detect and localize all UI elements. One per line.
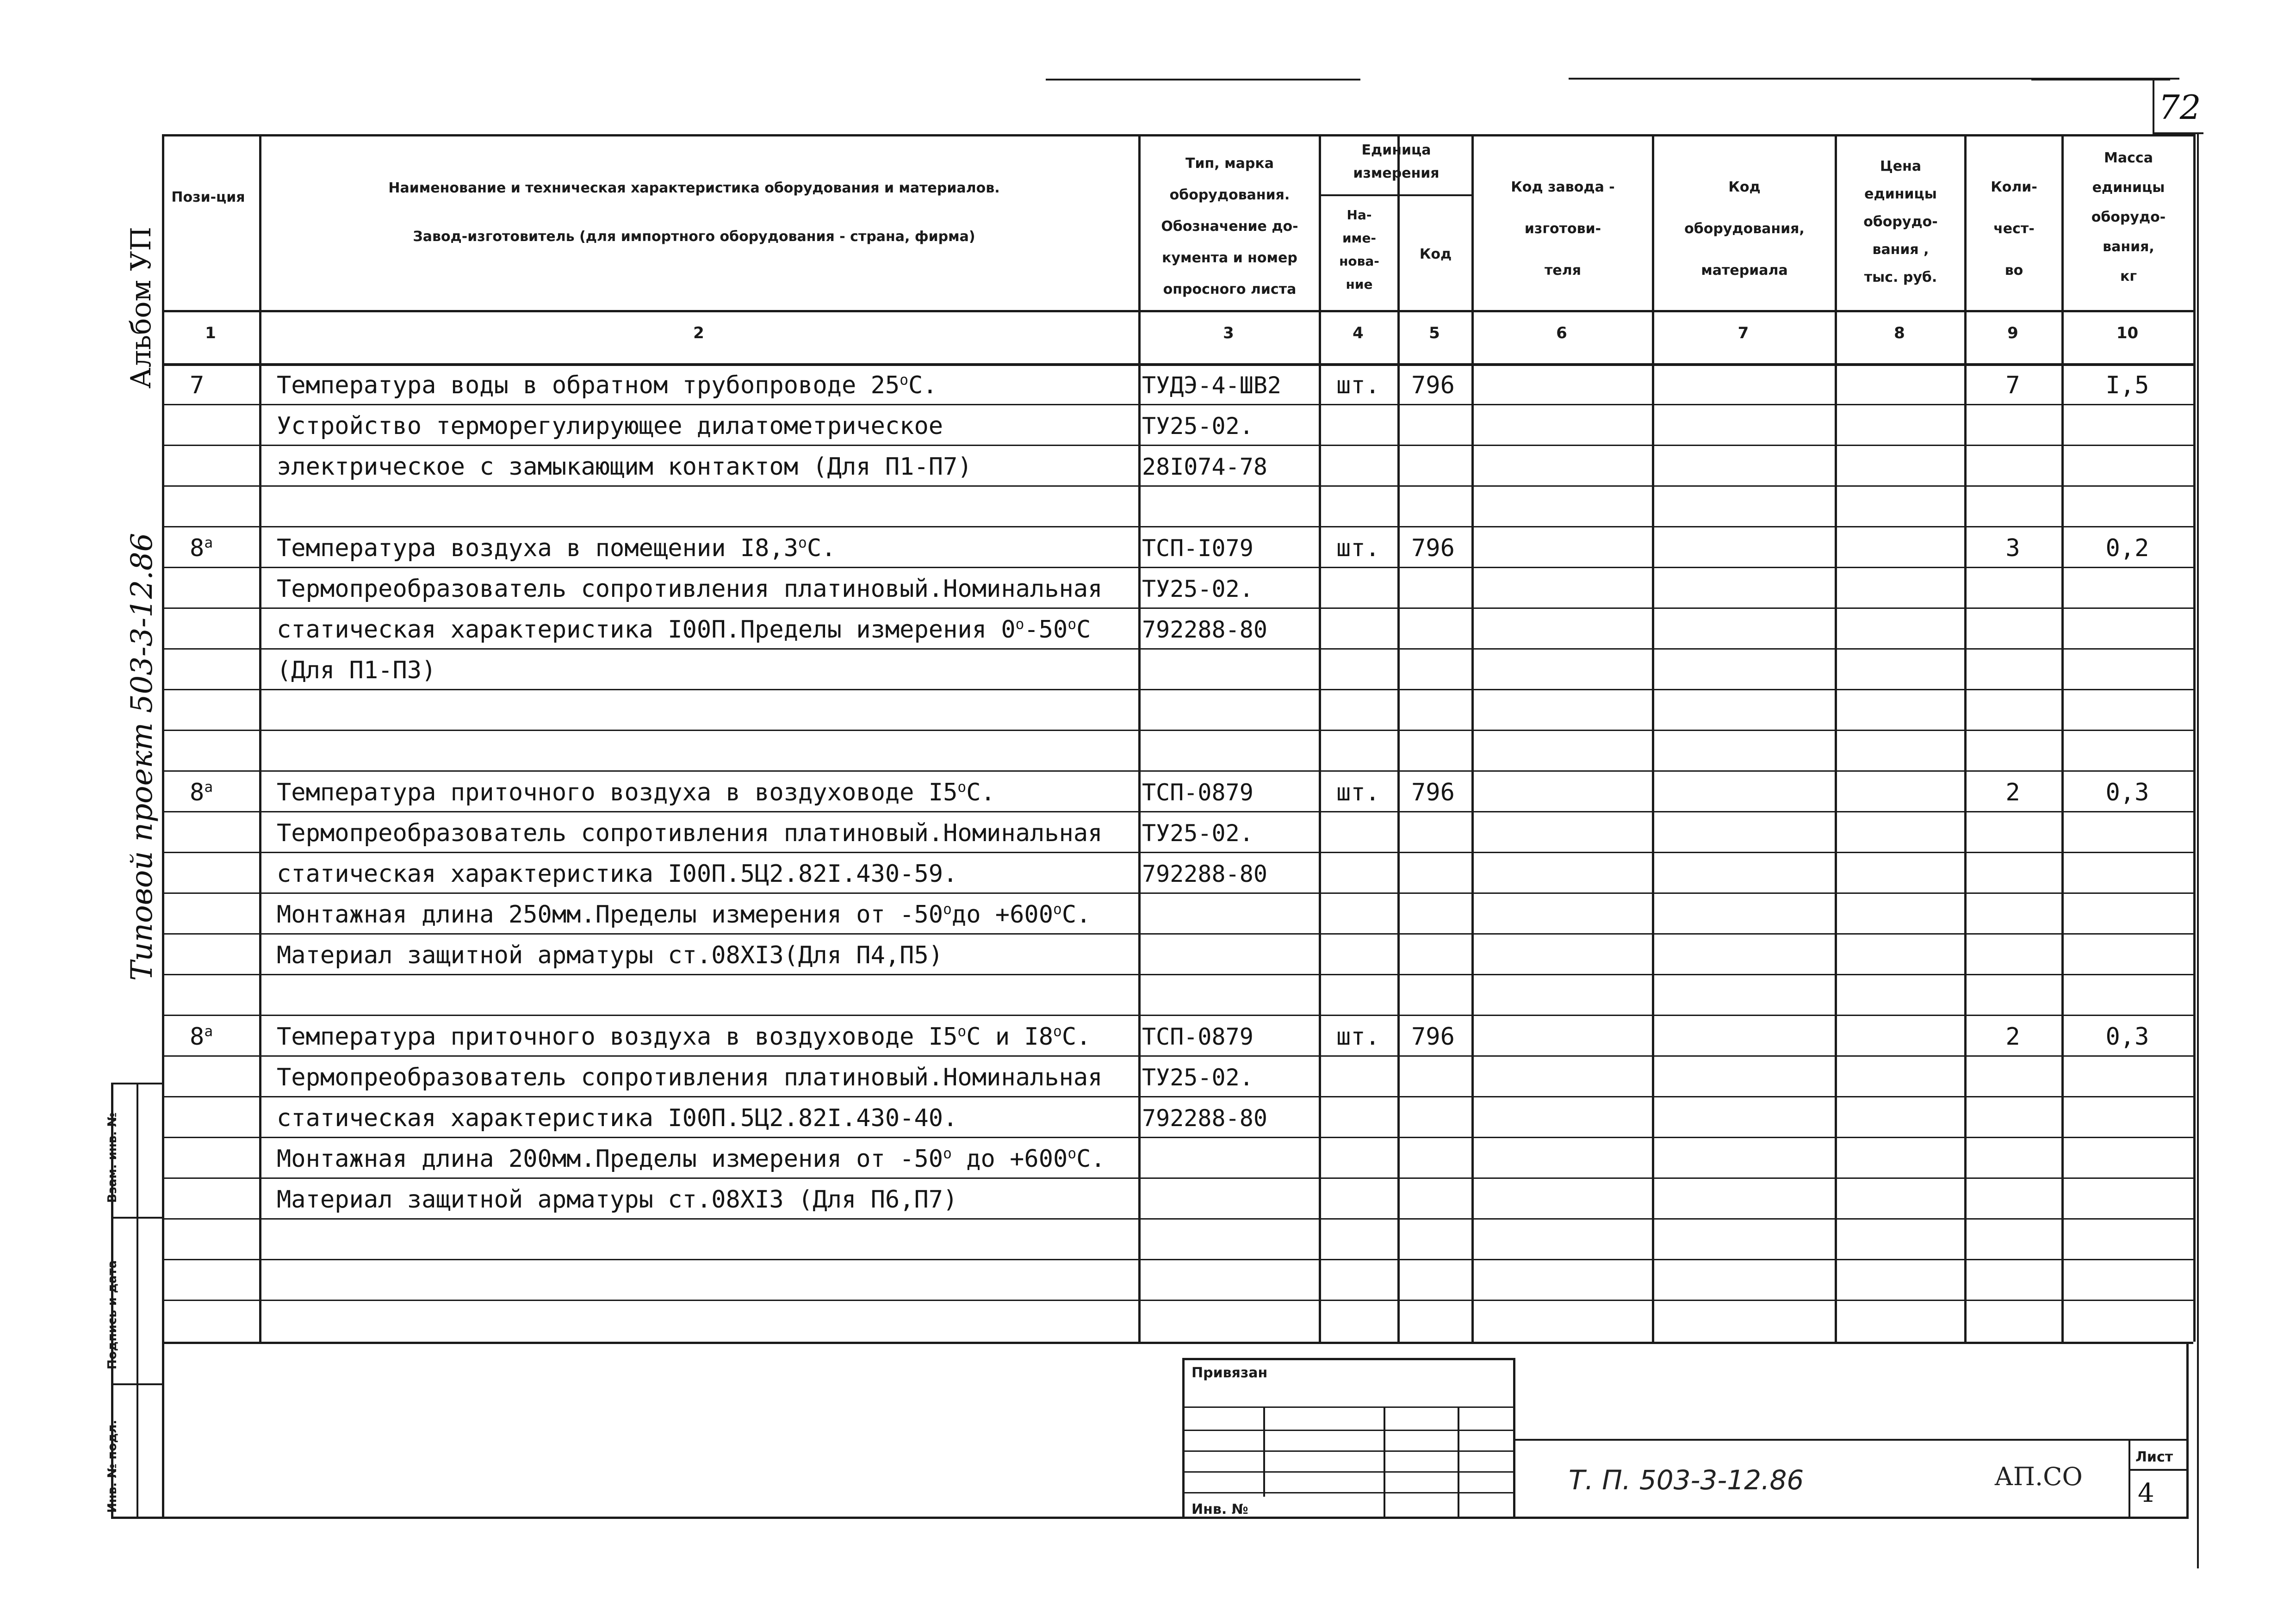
header-name-line2: Завод-изготовитель (для импортного оборудования - страна, фирма)	[413, 229, 975, 245]
tb-row	[1182, 1430, 1515, 1431]
page-number: 72	[2159, 88, 2201, 127]
tb-left	[1182, 1358, 1185, 1518]
tb-col	[1458, 1406, 1459, 1518]
mass-cell: I,5	[2105, 372, 2149, 399]
column-line-3	[1319, 134, 1321, 1342]
stamp-signature-date: Подпись и дата	[105, 1260, 119, 1369]
column-line-4	[1397, 134, 1400, 1342]
column-number-10: 10	[2116, 324, 2139, 342]
name-cell: Термопреобразователь сопротивления платиновый.Номинальная	[277, 1064, 1103, 1091]
column-line-8	[1964, 134, 1967, 1342]
table-top	[162, 134, 2193, 136]
header-price	[1837, 153, 1964, 291]
column-number-6: 6	[1556, 324, 1567, 342]
column-number-7: 7	[1738, 324, 1749, 342]
frame-bottom	[111, 1517, 2189, 1519]
name-cell: Устройство терморегулирующее дилатометрическое	[277, 412, 943, 440]
quantity-cell: 2	[2005, 779, 2020, 806]
row-line	[162, 770, 2193, 772]
name-cell: Температура приточного воздуха в воздуховоде I5$^o$С и I8$^o$С.	[277, 1023, 1091, 1051]
tb-sheet-row	[2128, 1469, 2189, 1471]
position-cell: 7	[190, 372, 205, 399]
unit-cell: шт.	[1336, 372, 1380, 399]
unit-cell: шт.	[1336, 534, 1380, 562]
header-type-line: кумента и номер	[1162, 250, 1297, 266]
column-number-5: 5	[1429, 324, 1440, 342]
sheet-mark: АП.СО	[1994, 1462, 2083, 1491]
column-line-2	[1138, 134, 1141, 1342]
header-equipment-code-line: материала	[1701, 262, 1788, 279]
header-unit	[1321, 139, 1471, 185]
name-cell: Материал защитной арматуры ст.08ХI3(Для П4,П5)	[277, 942, 943, 969]
type-cell: 792288-80	[1142, 861, 1267, 887]
column-line-9	[2061, 134, 2064, 1342]
column-line-10	[2193, 134, 2196, 1342]
type-cell: ТСП-I079	[1142, 535, 1253, 562]
header-quantity-line: чест-	[1993, 221, 2035, 237]
position-cell: $8^а$	[190, 779, 213, 806]
name-cell: Температура воздуха в помещении I8,3$^o$С.	[277, 534, 836, 562]
frame-right	[2186, 1342, 2189, 1518]
tb-hline	[1513, 1439, 2189, 1441]
type-cell: 792288-80	[1142, 1105, 1267, 1132]
header-price-line: оборудо-	[1863, 214, 1938, 230]
header-unit-name-line: нова-	[1339, 254, 1379, 269]
quantity-cell: 2	[2005, 1023, 2020, 1051]
row-line	[162, 1259, 2193, 1260]
column-line-5	[1471, 134, 1474, 1342]
sheet-number: 4	[2138, 1478, 2154, 1508]
header-mass-line: оборудо-	[2091, 209, 2166, 225]
unit-code-cell: 796	[1411, 534, 1455, 562]
column-line-1	[259, 134, 261, 1342]
header-unit-name	[1321, 204, 1397, 296]
header-type-line: Обозначение до-	[1161, 218, 1298, 235]
column-number-4: 4	[1353, 324, 1364, 342]
table-bottom	[162, 1342, 2193, 1344]
frame-left	[162, 1342, 164, 1518]
name-cell: статическая характеристика I00П.5Ц2.82I.430-40.	[277, 1104, 958, 1132]
doc-code: Т. П. 503-3-12.86	[1569, 1464, 1804, 1496]
header-factory-code	[1474, 167, 1652, 291]
header-price-line: Цена	[1880, 158, 1922, 174]
header-unit-line: измерения	[1353, 165, 1440, 181]
unit-subhead-line	[1319, 194, 1471, 196]
row-line	[162, 689, 2193, 690]
tb-row	[1182, 1406, 1515, 1408]
header-factory-code-line: изготови-	[1524, 221, 1601, 237]
unit-code-cell: 796	[1411, 372, 1455, 399]
stamp-mid	[137, 1083, 138, 1518]
header-mass	[2064, 143, 2193, 291]
header-mass-line: кг	[2120, 268, 2137, 285]
name-cell: Температура приточного воздуха в воздуховоде I5$^o$С.	[277, 779, 995, 806]
quantity-cell: 7	[2005, 372, 2020, 399]
position-cell: $8^а$	[190, 534, 213, 562]
tb-row	[1182, 1450, 1515, 1452]
unit-cell: шт.	[1336, 1023, 1380, 1051]
inv-no-label: Инв. №	[1191, 1501, 1248, 1518]
name-cell: электрическое с замыкающим контактом (Для П1-П7)	[277, 453, 972, 481]
type-cell: 28I074-78	[1142, 453, 1267, 480]
project-label: Типовой проект 503-3-12.86	[125, 533, 159, 981]
attached-label: Привязан	[1191, 1365, 1268, 1381]
tb-row	[1182, 1492, 1515, 1493]
stamp-replace-inv: Взам. инв. №	[105, 1112, 119, 1203]
quantity-cell: 3	[2005, 534, 2020, 562]
header-name-line1: Наименование и техническая характеристика оборудования и материалов.	[388, 180, 1000, 196]
column-number-8: 8	[1894, 324, 1905, 342]
tb-right-inner	[1513, 1358, 1515, 1518]
name-cell: Монтажная длина 200мм.Пределы измерения от -50$^o$ до $+600^oС$.	[277, 1145, 1105, 1173]
name-cell: Термопреобразователь сопротивления платиновый.Номинальная	[277, 575, 1103, 603]
row-line	[162, 1300, 2193, 1301]
header-unit-name-line: име-	[1342, 230, 1377, 246]
header-unit-name-line: ние	[1346, 277, 1373, 292]
header-factory-code-line: Код завода -	[1511, 179, 1615, 195]
top-rule	[1046, 79, 1360, 81]
name-cell: Температура воды в обратном трубопроводе 25$^o$С.	[277, 372, 937, 399]
position-cell: $8^а$	[190, 1023, 213, 1051]
tb-sheet-col	[2128, 1439, 2130, 1518]
mass-cell: 0,3	[2105, 779, 2149, 806]
name-cell: статическая характеристика I00П.Пределы измерения 0$^o$-50$^o$С	[277, 616, 1091, 644]
column-line-6	[1652, 134, 1654, 1342]
sheet-label: Лист	[2135, 1449, 2173, 1465]
type-cell: ТУДЭ-4-ШВ2	[1142, 372, 1282, 399]
tb-row	[1182, 1471, 1515, 1473]
type-cell: ТУ25-02.	[1142, 576, 1253, 602]
mass-cell: 0,3	[2105, 1023, 2149, 1051]
header-unit-code	[1400, 236, 1471, 273]
album-label: Альбом УП	[125, 227, 157, 389]
header-bottom	[162, 310, 2193, 312]
unit-code-cell: 796	[1411, 779, 1455, 806]
page-box-line	[2153, 79, 2154, 134]
header-unit-name-line: На-	[1347, 207, 1372, 223]
row-line	[162, 1015, 2193, 1016]
header-mass-line: вания,	[2103, 239, 2154, 255]
type-cell: ТСП-0879	[1142, 1023, 1253, 1050]
mass-cell: 0,2	[2105, 534, 2149, 562]
header-price-line: тыс. руб.	[1864, 269, 1937, 285]
column-number-3: 3	[1223, 324, 1234, 342]
type-cell: ТУ25-02.	[1142, 820, 1253, 847]
name-cell: Термопреобразователь сопротивления платиновый.Номинальная	[277, 819, 1103, 847]
page-edge	[2197, 134, 2199, 1568]
tb-col	[1384, 1406, 1385, 1518]
row-line	[162, 730, 2193, 731]
header-quantity-line: Коли-	[1991, 179, 2037, 195]
type-cell: 792288-80	[1142, 616, 1267, 643]
row-line	[162, 526, 2193, 527]
name-cell: (Для П1-П3)	[277, 657, 436, 684]
header-unit-line: Единица	[1361, 142, 1431, 158]
header-position: Пози-ция	[171, 189, 245, 205]
header-type-line: оборудования.	[1169, 187, 1290, 203]
name-cell: статическая характеристика I00П.5Ц2.82I.430-59.	[277, 860, 958, 888]
unit-cell: шт.	[1336, 779, 1380, 806]
type-cell: ТСП-0879	[1142, 779, 1253, 806]
tb-top	[1182, 1358, 1515, 1360]
type-cell: ТУ25-02.	[1142, 1064, 1253, 1091]
name-cell: Монтажная длина 250мм.Пределы измерения от $-50^oдо +600^oС$.	[277, 901, 1091, 929]
header-quantity	[1967, 167, 2061, 291]
header-type	[1141, 148, 1319, 305]
header-price-line: вания ,	[1872, 242, 1929, 258]
stamp-inv-podl: Инв. № подл.	[105, 1419, 119, 1513]
header-equipment-code-line: Код	[1728, 179, 1761, 195]
column-line-7	[1835, 134, 1837, 1342]
column-number-9: 9	[2007, 324, 2018, 342]
header-type-line: опросного листа	[1163, 281, 1297, 297]
column-number-2: 2	[693, 324, 704, 342]
header-equipment-code-line: оборудования,	[1684, 221, 1805, 237]
tb-col	[1263, 1406, 1265, 1497]
header-equipment-code	[1654, 167, 1835, 291]
header-mass-line: единицы	[2092, 180, 2165, 196]
name-cell: Материал защитной арматуры ст.08ХI3 (Для П6,П7)	[277, 1186, 958, 1214]
header-unit-code-line: Код	[1419, 246, 1452, 262]
header-price-line: единицы	[1864, 186, 1937, 202]
column-line-0	[162, 134, 164, 1342]
header-quantity-line: во	[2004, 262, 2023, 279]
header-mass-line: Масса	[2104, 150, 2153, 166]
header-factory-code-line: теля	[1545, 262, 1581, 279]
header-type-line: Тип, марка	[1185, 155, 1274, 172]
top-rule	[2031, 79, 2170, 81]
unit-code-cell: 796	[1411, 1023, 1455, 1051]
type-cell: ТУ25-02.	[1142, 413, 1253, 440]
column-number-1: 1	[205, 324, 216, 342]
